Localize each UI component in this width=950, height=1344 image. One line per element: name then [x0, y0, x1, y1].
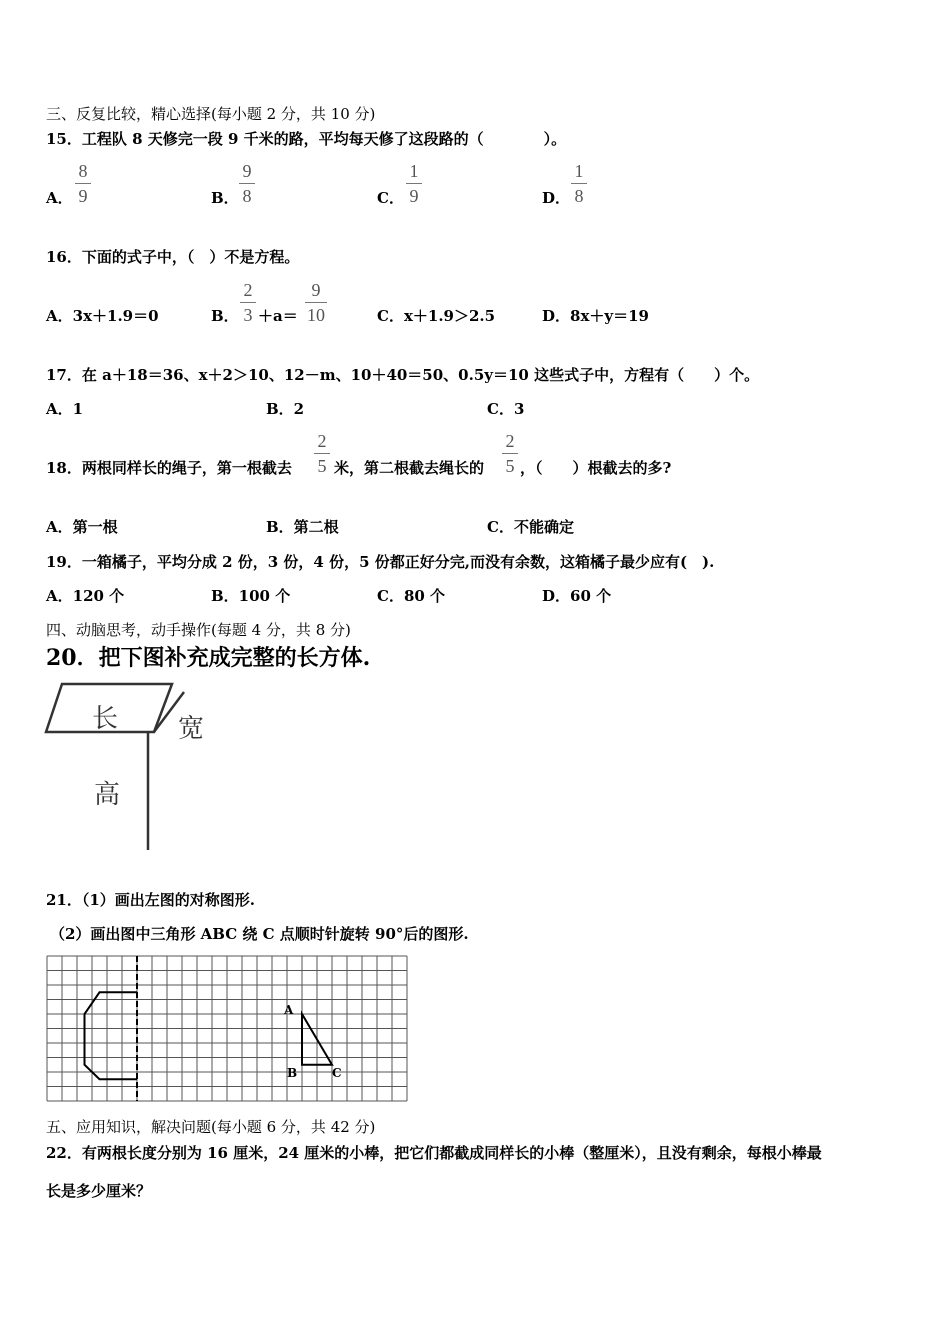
vertex-label-a: A: [284, 1003, 294, 1017]
q16-option-b-fraction-1: [240, 281, 256, 324]
q17-option-b: B．2: [266, 400, 305, 418]
question-18-part-2: 米，第二根截去绳长的: [334, 459, 485, 477]
q19-option-b: B．100 个: [211, 587, 291, 605]
q16-option-b-fraction-2: [305, 281, 327, 324]
fraction-numerator: 1: [409, 161, 419, 181]
cuboid-figure-svg: [42, 678, 272, 858]
label-height: 高: [94, 780, 121, 810]
fraction-numerator: 2: [317, 431, 327, 451]
fraction-denominator: 8: [574, 186, 584, 206]
q18-fraction-2: [502, 432, 518, 475]
fraction-numerator: 9: [242, 161, 252, 181]
question-16-text: 16．下面的式子中，（ ）不是方程。: [46, 248, 300, 266]
question-18-part-1: 18．两根同样长的绳子，第一根截去: [46, 459, 292, 477]
q18-option-a: A．第一根: [46, 518, 118, 536]
q15-option-b-fraction: [239, 162, 255, 205]
q15-option-b-label: B．: [211, 189, 239, 207]
q16-option-a: A．3x＋1.9＝0: [46, 307, 159, 325]
cuboid-figure: [42, 678, 272, 858]
q16-option-b-mid: ＋a＝: [258, 307, 298, 325]
q16-option-b-label: B．: [211, 307, 239, 325]
q15-option-a-fraction: [75, 162, 91, 205]
question-20-text: 20．把下图补充成完整的长方体.: [46, 645, 371, 671]
q15-option-d-label: D．: [542, 189, 571, 207]
fraction-denominator: 9: [409, 186, 419, 206]
vertex-label-c: C: [332, 1066, 342, 1080]
q18-fraction-1: [314, 432, 330, 475]
section-3-title: 三、反复比较，精心选择(每小题 2 分，共 10 分): [46, 105, 376, 123]
fraction-numerator: 2: [243, 280, 253, 300]
q16-option-c: C．x＋1.9＞2.5: [377, 307, 496, 325]
q19-option-a: A．120 个: [46, 587, 125, 605]
fraction-denominator: 5: [317, 456, 327, 476]
question-19-text: 19．一箱橘子，平均分成 2 份，3 份，4 份，5 份都正好分完,而没有余数，这箱橘子最少应有( ).: [46, 553, 715, 571]
question-22-line-1: 22．有两根长度分别为 16 厘米，24 厘米的小棒，把它们都截成同样长的小棒（整厘米），且没有剩余，每根小棒最: [46, 1144, 822, 1162]
fraction-numerator: 2: [505, 431, 515, 451]
fraction-denominator: 5: [505, 456, 515, 476]
question-18-part-3: ，（ ）根截去的多?: [520, 459, 672, 477]
label-width: 宽: [178, 714, 205, 744]
q19-option-d: D．60 个: [542, 587, 612, 605]
q15-option-c-label: C．: [377, 189, 404, 207]
question-21-text-1: 21．（1）画出左图的对称图形.: [46, 891, 256, 909]
fraction-numerator: 9: [311, 280, 321, 300]
grid-figure: [46, 955, 408, 1102]
fraction-numerator: 1: [574, 161, 584, 181]
q15-option-d-fraction: [571, 162, 587, 205]
q19-option-c: C．80 个: [377, 587, 446, 605]
fraction-denominator: 8: [242, 186, 252, 206]
fraction-denominator: 9: [78, 186, 88, 206]
label-length: 长: [92, 704, 119, 734]
section-4-title: 四、动脑思考，动手操作(每题 4 分，共 8 分): [46, 621, 351, 639]
fraction-denominator: 3: [243, 305, 253, 325]
q16-option-d: D．8x＋y＝19: [542, 307, 649, 325]
q18-option-c: C．不能确定: [487, 518, 574, 536]
q17-option-c: C．3: [487, 400, 525, 418]
section-5-title: 五、应用知识，解决问题(每小题 6 分，共 42 分): [46, 1118, 376, 1136]
question-17-text: 17．在 a＋18＝36、x＋2＞10、12－m、10＋40＝50、0.5y＝10 这些式子中，方程有（ ）个。: [46, 366, 760, 384]
vertex-label-b: B: [287, 1066, 298, 1080]
q17-option-a: A．1: [46, 400, 84, 418]
fraction-denominator: 10: [307, 305, 325, 325]
question-22-line-2: 长是多少厘米？: [46, 1182, 152, 1200]
question-15-text: 15．工程队 8 天修完一段 9 千米的路，平均每天修了这段路的（ ）。: [46, 130, 567, 148]
fraction-numerator: 8: [78, 161, 88, 181]
q18-option-b: B．第二根: [266, 518, 339, 536]
question-21-text-2: （2）画出图中三角形 ABC 绕 C 点顺时针旋转 90°后的图形.: [50, 925, 469, 943]
q15-option-c-fraction: [406, 162, 422, 205]
q15-option-a-label: A．: [46, 189, 73, 207]
grid-svg: [46, 955, 408, 1102]
